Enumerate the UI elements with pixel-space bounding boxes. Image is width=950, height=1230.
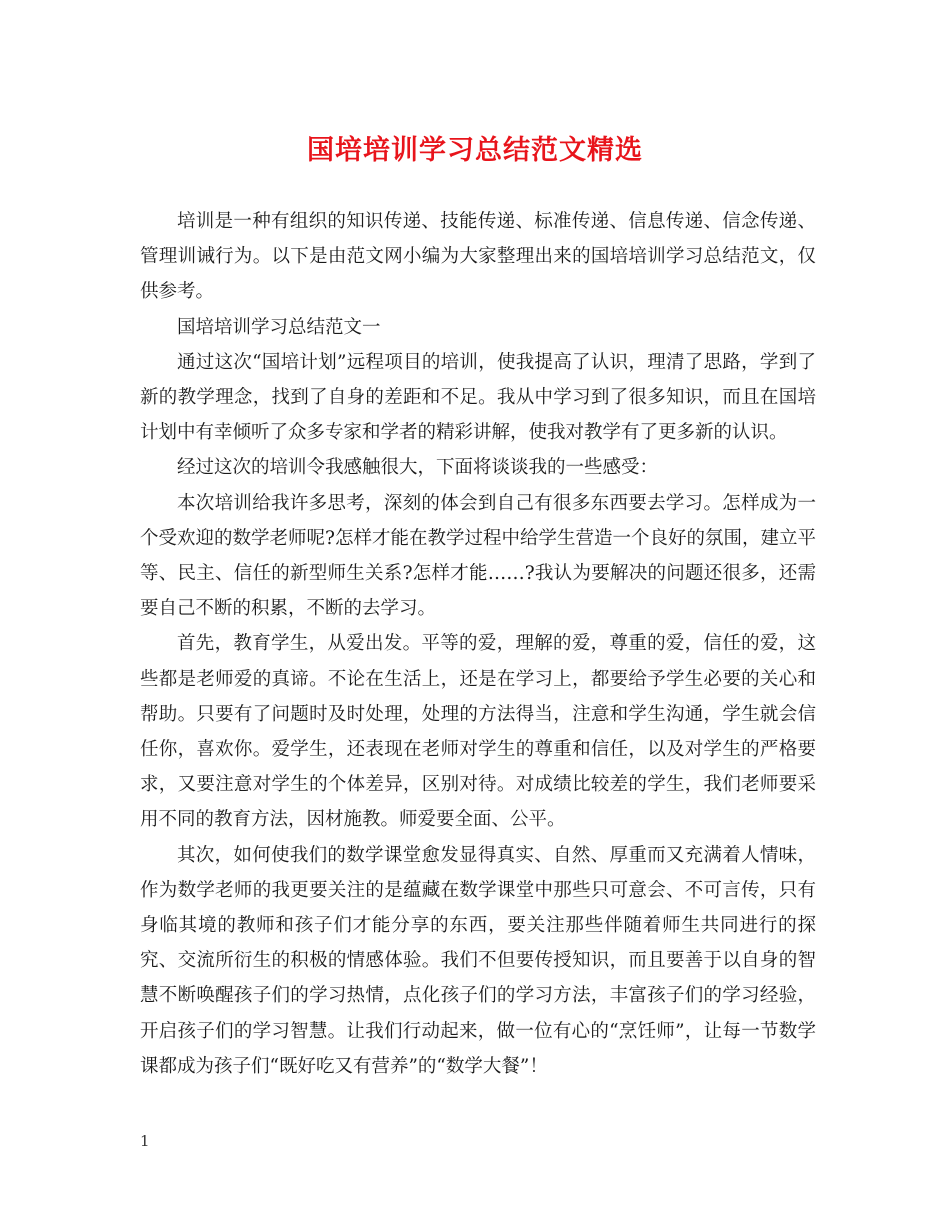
- page-title: 国培培训学习总结范文精选: [307, 135, 643, 166]
- body-paragraph: 通过这次“国培计划”远程项目的培训，使我提高了认识，理清了思路，学到了新的教学理念，找到了自身的差距和不足。我从中学习到了很多知识，而且在国培计划中有幸倾听了众多专家和学者的精彩讲解，使我对教学有了更多新的认识。: [140, 351, 816, 444]
- body-paragraph: 首先，教育学生，从爱出发。平等的爱，理解的爱，尊重的爱，信任的爱，这些都是老师爱的真谛。不论在生活上，还是在学习上，都要给予学生必要的关心和帮助。只要有了问题时及时处理，处理的方法得当，注意和学生沟通，学生就会信任你，喜欢你。爱学生，还表现在老师对学生的尊重和信任，以及对学生的严格要求，又要注意对学生的个体差异，区别对待。对成绩比较差的学生，我们老师要采用不同的教育方法，因材施教。师爱要全面、公平。: [140, 633, 816, 831]
- body-paragraph: 其次，如何使我们的数学课堂愈发显得真实、自然、厚重而又充满着人情味，作为数学老师的我更要关注的是蕴藏在数学课堂中那些只可意会、不可言传，只有身临其境的教师和孩子们才能分享的东西，要关注那些伴随着师生共同进行的探究、交流所衍生的积极的情感体验。我们不但要传授知识，而且要善于以自身的智慧不断唤醒孩子们的学习热情，点化孩子们的学习方法，丰富孩子们的学习经验，开启孩子们的学习智慧。让我们行动起来，做一位有心的“烹饪师”，让每一节数学课都成为孩子们“既好吃又有营养”的“数学大餐”！: [140, 844, 816, 1077]
- page-number: 1: [140, 1132, 150, 1150]
- section-heading: 国培培训学习总结范文一: [177, 316, 381, 338]
- body-paragraph: 本次培训给我许多思考，深刻的体会到自己有很多东西要去学习。怎样成为一个受欢迎的数学老师呢?怎样才能在教学过程中给学生营造一个良好的氛围，建立平等、民主、信任的新型师生关系?怎样才能……?我认为要解决的问题还很多，还需要自己不断的积累，不断的去学习。: [140, 492, 816, 620]
- body-paragraph: 经过这次的培训令我感触很大，下面将谈谈我的一些感受：: [177, 457, 659, 479]
- document-body: [140, 204, 816, 1084]
- intro-paragraph: 培训是一种有组织的知识传递、技能传递、标准传递、信息传递、信念传递、管理训诫行为。以下是由范文网小编为大家整理出来的国培培训学习总结范文，仅供参考。: [140, 211, 816, 303]
